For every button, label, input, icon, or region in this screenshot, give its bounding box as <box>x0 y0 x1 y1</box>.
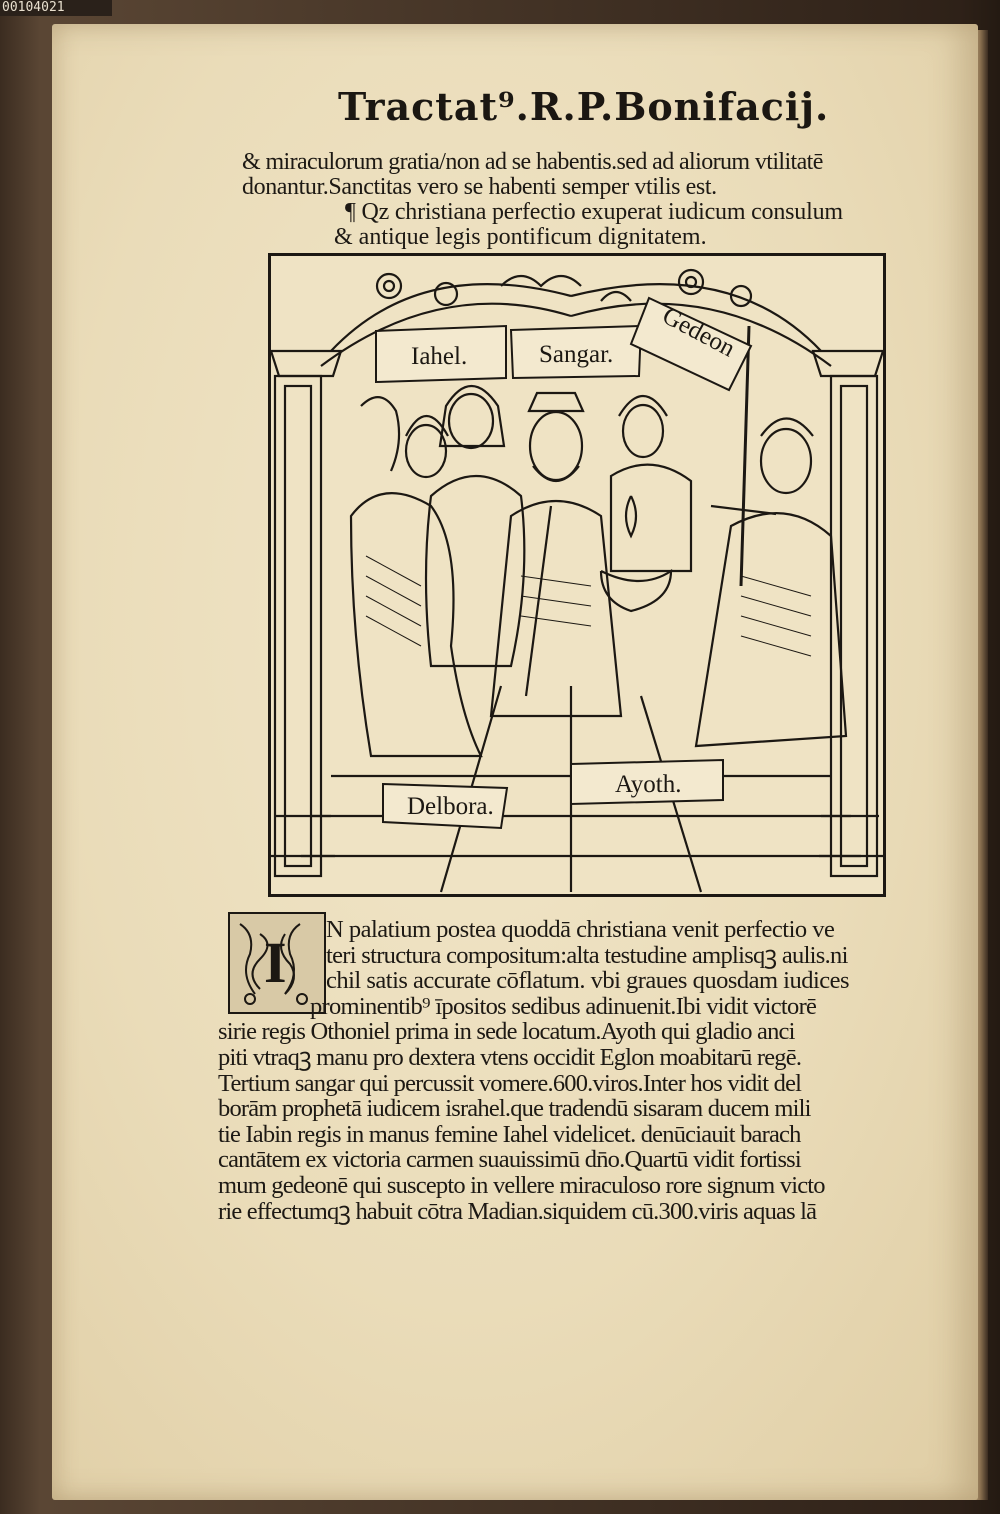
figure-elder <box>761 429 811 493</box>
label-sangar: Sangar. <box>539 341 614 368</box>
body-line: borām prophetā iudicem israhel.que tradendū sisaram ducem mili <box>218 1095 811 1123</box>
body-line: chil satis accurate cōflatum. vbi graues quosdam iudices <box>326 967 850 995</box>
body-paragraph <box>218 918 918 1225</box>
scan-id-label: 00104021 <box>0 0 112 16</box>
intro-paragraph <box>242 150 922 250</box>
body-line: Tertium sangar qui percussit vomere.600.viros.Inter hos vidit del <box>218 1069 802 1097</box>
label-gedeon: Gedeon <box>657 302 740 363</box>
left-capital <box>271 351 341 376</box>
label-delbora: Delbora. <box>407 793 494 820</box>
body-line: cantātem ex victoria carmen suauissimū dn̄o.Quartū vidit fortissi <box>218 1146 801 1174</box>
body-line: mum gedeonē qui suscepto in vellere miraculoso rore signum victo <box>218 1171 825 1199</box>
intro-line: & antique legis pontificum dignitatem. <box>334 224 707 250</box>
body-line: rie effectumqꝫ habuit cōtra Madian.siquidem cū.300.viris aquas lā <box>218 1197 817 1225</box>
drop-cap-letter: I <box>264 930 287 995</box>
left-column <box>275 376 321 876</box>
intro-line: & miraculorum gratia/non ad se habentis.sed ad aliorum vtilitatē <box>242 149 823 175</box>
woodcut-drawing <box>271 256 883 894</box>
label-iahel: Iahel. <box>411 343 468 370</box>
body-line: piti vtraqꝫ manu pro dextera vtens occidit Eglon moabitarū regē. <box>218 1043 802 1071</box>
body-line: teri structura compositum:alta testudine amplisqꝫ aulis.ni <box>326 941 848 969</box>
label-ayoth: Ayoth. <box>615 771 682 798</box>
figure-woman-1 <box>361 397 399 471</box>
running-header: Tractat⁹.R.P.Bonifacij. <box>338 84 830 129</box>
body-line: sirie regis Othoniel prima in sede locatum.Ayoth qui gladio anci <box>218 1018 795 1046</box>
figure-king <box>530 412 582 480</box>
woodcut-illustration <box>268 253 886 897</box>
body-line: tie Iabin regis in manus femine Iahel videlicet. denūciauit barach <box>218 1120 801 1148</box>
intro-line: ¶ Qz christiana perfectio exuperat iudicum consulum <box>345 199 843 225</box>
figure-soldier <box>623 405 663 457</box>
body-line: N palatium postea quoddā christiana venit perfectio ve <box>326 916 835 943</box>
right-capital <box>813 351 883 376</box>
intro-line: donantur.Sanctitas vero se habenti semper vtilis est. <box>242 174 717 200</box>
body-line: prominentib⁹ īpositos sedibus adinuenit.Ibi vidit victorē <box>310 992 817 1020</box>
figure-woman-2 <box>449 394 493 448</box>
